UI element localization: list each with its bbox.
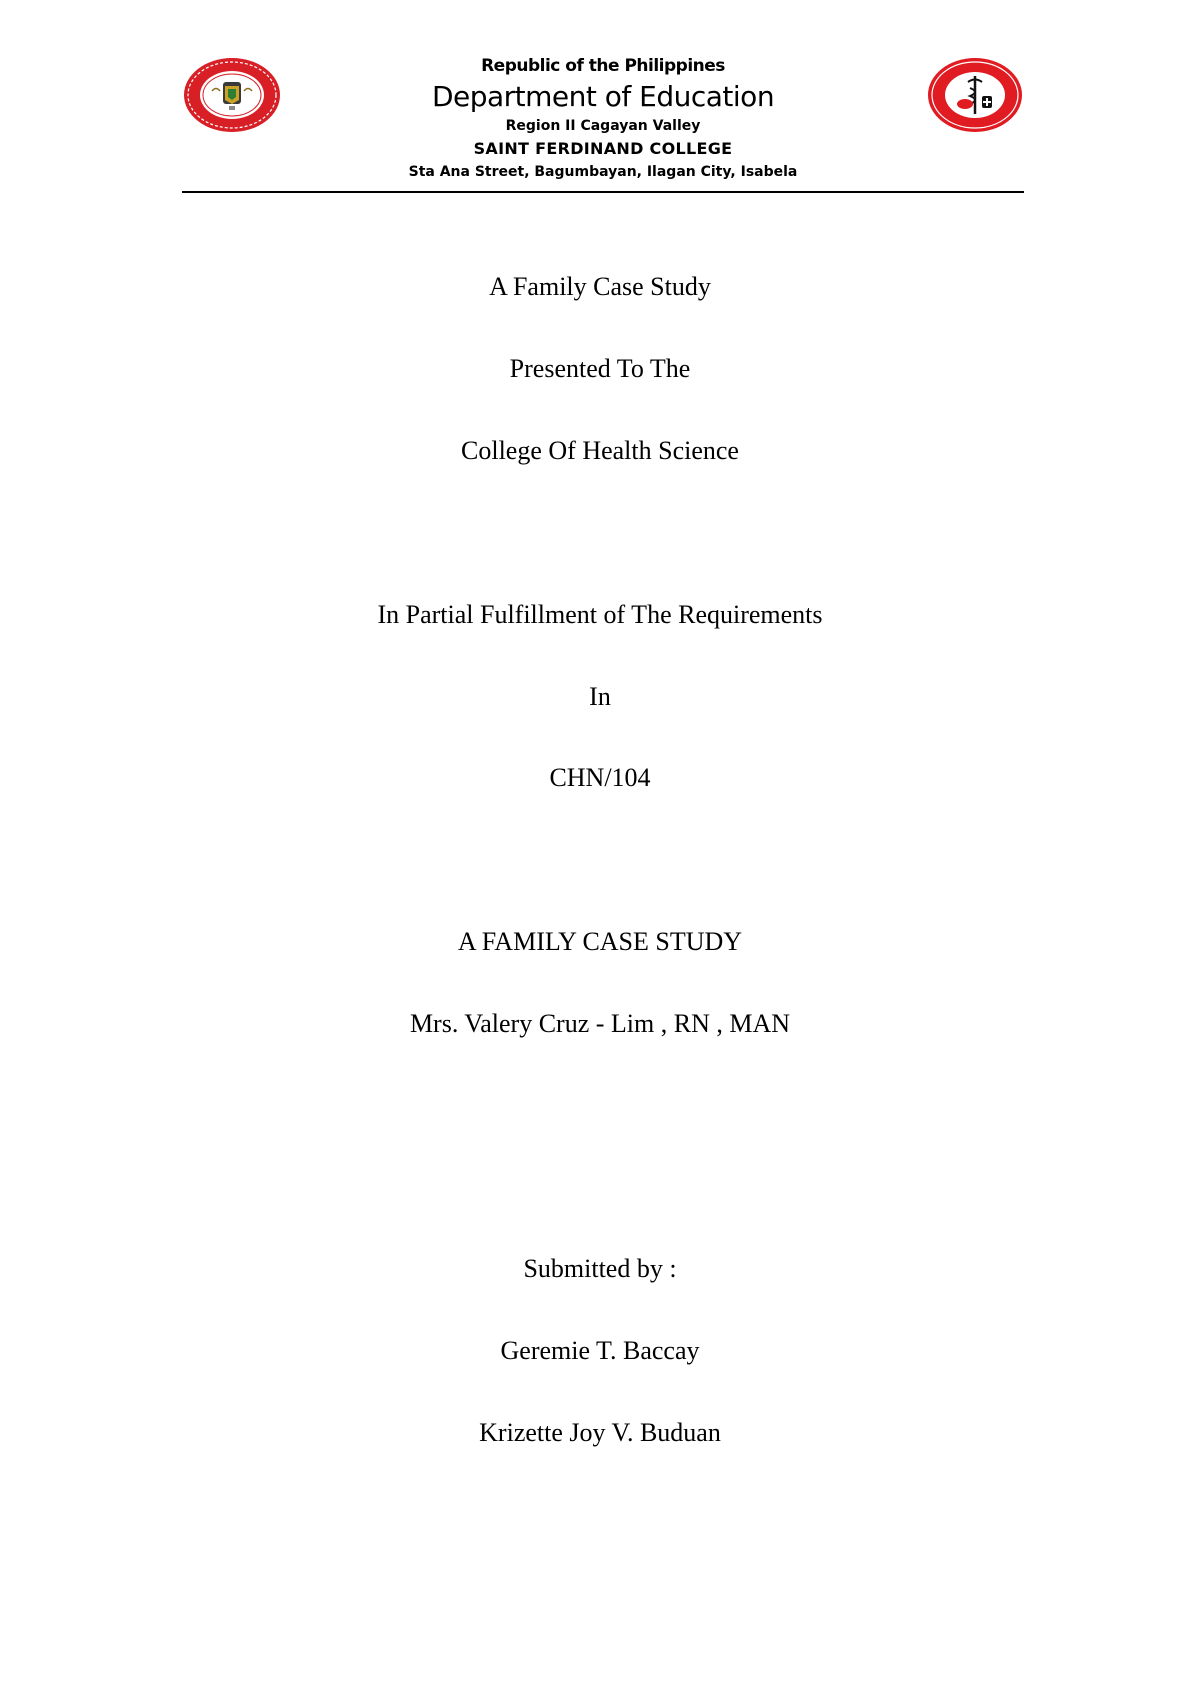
college-line: College Of Health Science [461,436,739,465]
submitted-by-label: Submitted by : [523,1254,677,1283]
student-name: Krizette Joy V. Buduan [479,1418,721,1447]
course-code: CHN/104 [549,763,651,792]
saint-ferdinand-college-seal-icon [182,56,282,139]
partial-fulfillment-line: In Partial Fulfillment of The Requirements [377,600,823,629]
document-title: A Family Case Study [489,272,711,301]
presented-to-line: Presented To The [509,354,691,383]
document-title-caps: A FAMILY CASE STUDY [457,927,743,956]
college-name-line: SAINT FERDINAND COLLEGE [473,139,733,158]
department-line: Department of Education [431,80,775,113]
republic-line: Republic of the Philippines [481,56,725,76]
header-divider [182,191,1024,193]
instructor-name: Mrs. Valery Cruz - Lim , RN , MAN [409,1009,791,1038]
in-line: In [589,682,611,711]
region-line: Region II Cagayan Valley [505,118,701,134]
letterhead-text [302,50,904,182]
address-line: Sta Ana Street, Bagumbayan, Ilagan City, Isabela [408,164,798,180]
student-name: Geremie T. Baccay [500,1336,700,1365]
letterhead [182,50,1024,194]
college-of-health-science-seal-icon [926,56,1024,139]
